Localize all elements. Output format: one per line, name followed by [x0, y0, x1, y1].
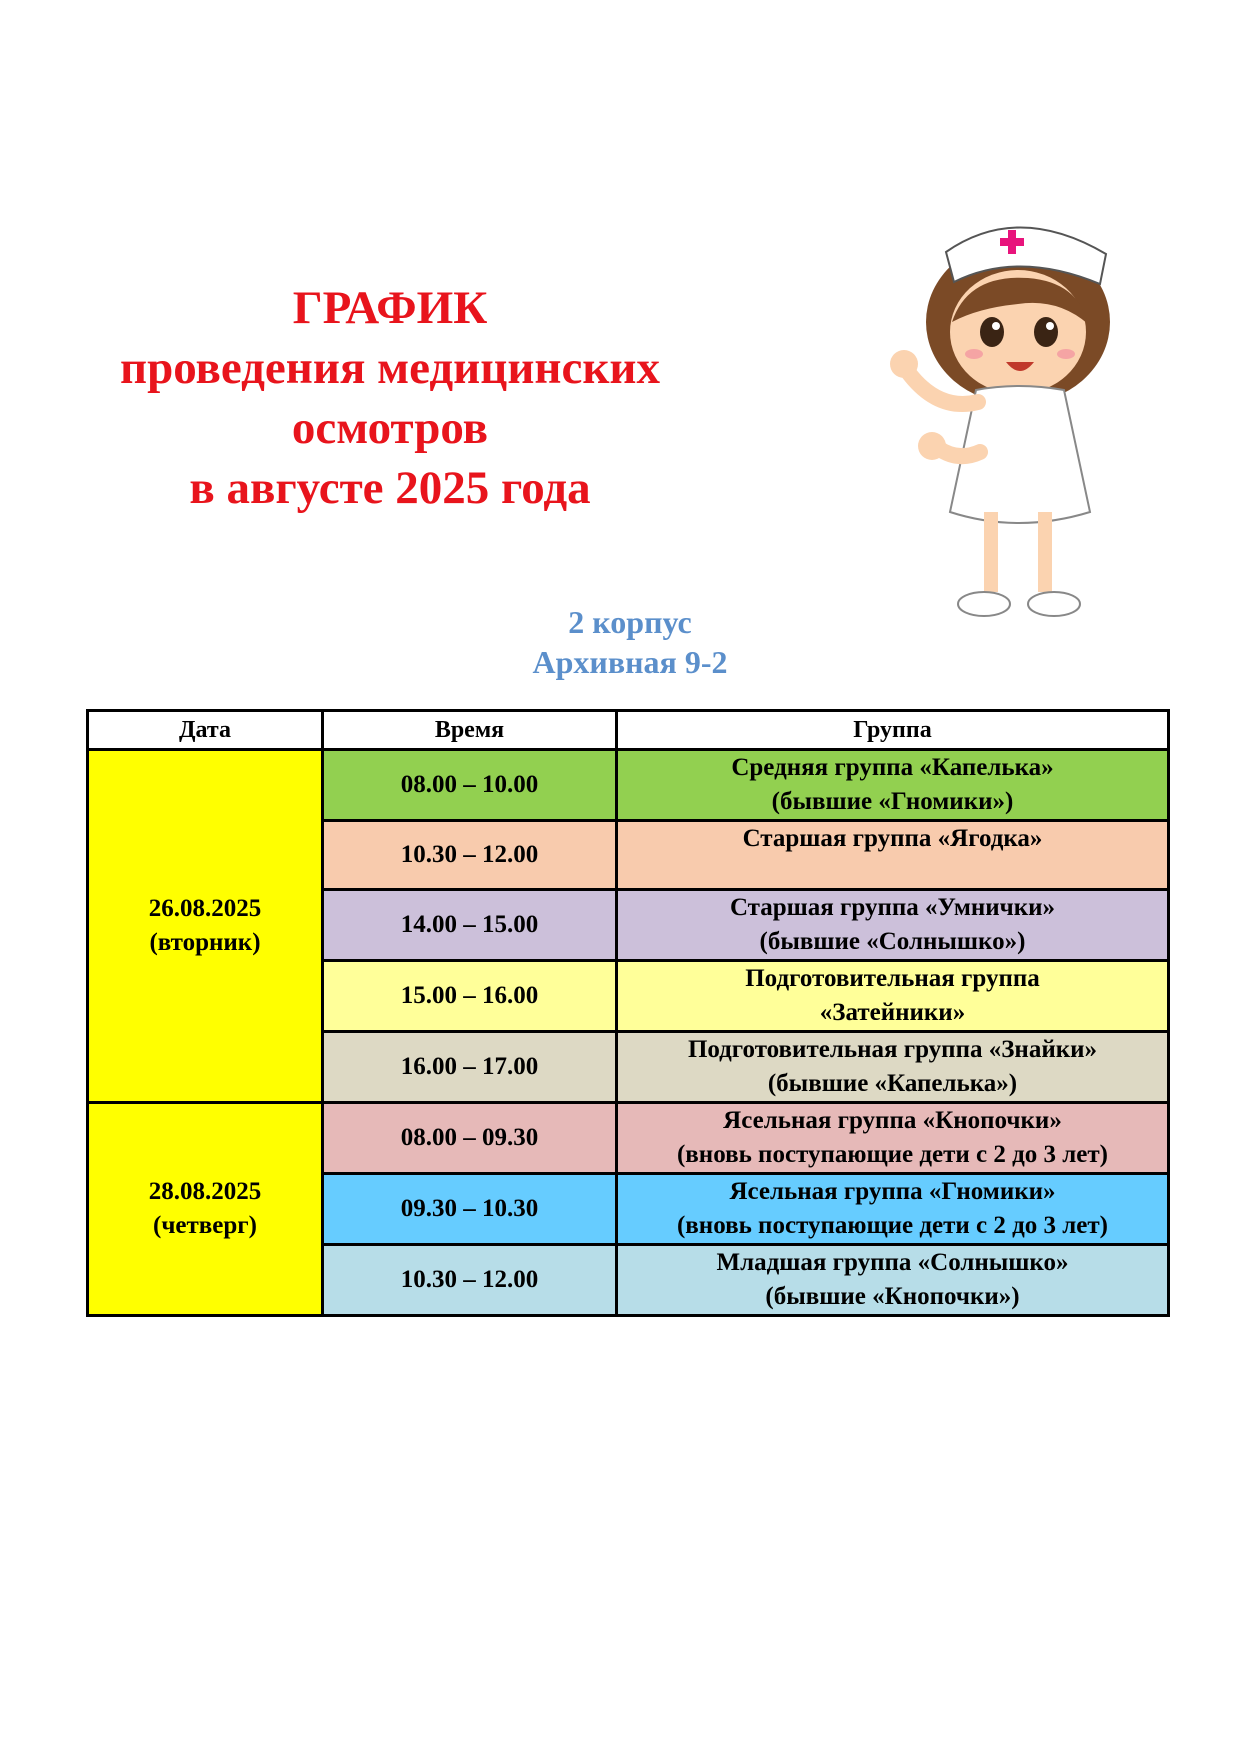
group-cell: [617, 821, 1169, 890]
group-cell: [617, 890, 1169, 961]
group-cell: [617, 1174, 1169, 1245]
group-name: Ясельная группа «Гномики»: [729, 1178, 1056, 1205]
table-row: [88, 1103, 1169, 1174]
title-line-3: осмотров: [291, 402, 489, 454]
time-cell: 16.00 – 17.00: [323, 1032, 617, 1103]
schedule-table: [86, 709, 1170, 1317]
group-cell: [617, 1245, 1169, 1316]
group-note: (бывшие «Капелька»): [767, 1070, 1018, 1097]
title-line-2: проведения медицинских: [119, 342, 661, 394]
nurse-illustration-icon: [868, 212, 1170, 642]
date-value: 26.08.2025: [148, 895, 262, 922]
time-cell: 14.00 – 15.00: [323, 890, 617, 961]
header-date: Дата: [88, 711, 323, 750]
group-note: «Затейники»: [819, 999, 966, 1026]
group-name: Ясельная группа «Кнопочки»: [723, 1107, 1062, 1134]
group-name: Старшая группа «Умнички»: [729, 894, 1056, 921]
group-name: Средняя группа «Капелька»: [731, 754, 1054, 781]
weekday-value: (вторник): [149, 929, 261, 956]
time-cell: 08.00 – 09.30: [323, 1103, 617, 1174]
title-line-1: ГРАФИК: [292, 282, 488, 334]
header-time: Время: [323, 711, 617, 750]
group-note: (вновь поступающие дети с 2 до 3 лет): [676, 1141, 1109, 1168]
group-cell: [617, 961, 1169, 1032]
title-line-4: в августе 2025 года: [189, 462, 591, 514]
group-name: Подготовительная группа: [745, 965, 1040, 992]
table-row: [88, 750, 1169, 821]
time-cell: 08.00 – 10.00: [323, 750, 617, 821]
group-cell: [617, 1103, 1169, 1174]
group-name: Подготовительная группа «Знайки»: [687, 1036, 1098, 1063]
group-cell: [617, 750, 1169, 821]
group-note: (бывшие «Солнышко»): [759, 928, 1026, 955]
group-cell: [617, 1032, 1169, 1103]
time-cell: 10.30 – 12.00: [323, 1245, 617, 1316]
header-group: Группа: [617, 711, 1169, 750]
weekday-value: (четверг): [153, 1212, 257, 1239]
group-name: Младшая группа «Солнышко»: [716, 1249, 1069, 1276]
date-value: 28.08.2025: [148, 1178, 262, 1205]
building-info: [470, 602, 790, 682]
time-cell: 09.30 – 10.30: [323, 1174, 617, 1245]
page-title: [40, 278, 740, 518]
date-cell: [88, 1103, 323, 1316]
group-note: (бывшие «Кнопочки»): [765, 1283, 1020, 1310]
group-note: (бывшие «Гномики»): [771, 788, 1014, 815]
time-cell: 15.00 – 16.00: [323, 961, 617, 1032]
building-name: 2 корпус: [568, 604, 692, 640]
date-cell: [88, 750, 323, 1103]
group-name: Старшая группа «Ягодка»: [742, 825, 1043, 852]
group-note: (вновь поступающие дети с 2 до 3 лет): [676, 1212, 1109, 1239]
table-header-row: [88, 711, 1169, 750]
time-cell: 10.30 – 12.00: [323, 821, 617, 890]
building-address: Архивная 9-2: [532, 644, 728, 680]
